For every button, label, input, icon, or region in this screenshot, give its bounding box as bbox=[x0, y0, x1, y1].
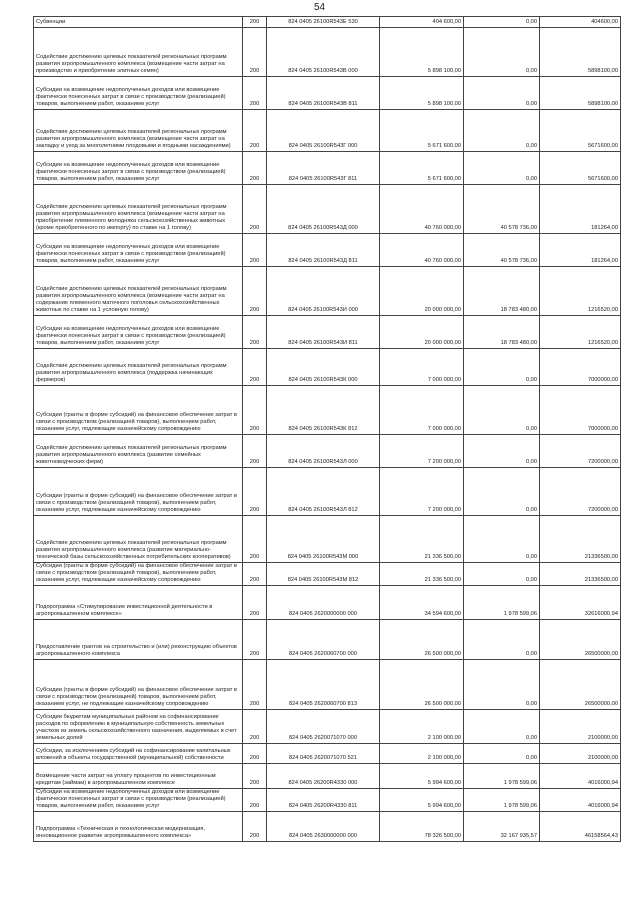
cell-unexecuted: 404600,00 bbox=[540, 17, 621, 28]
cell-unexecuted: 7000000,00 bbox=[540, 386, 621, 435]
cell-approved: 404 600,00 bbox=[380, 17, 464, 28]
cell-name: Подпрограмма «Техническая и технологическая модернизация, инновационное развитие агропромышленного комплекса» bbox=[34, 812, 243, 842]
cell-unexecuted: 1216520,00 bbox=[540, 267, 621, 316]
cell-budget-class: 824 0405 26100R543В 811 bbox=[267, 77, 380, 110]
cell-budget-class: 824 0405 26100R543Г 000 bbox=[267, 110, 380, 152]
cell-name: Субсидии (гранты в форме субсидий) на финансовое обеспечение затрат в связи с производством (реализацией товаров), выполнением работ, оказанием услуг, подлежащие казначейскому сопровождению bbox=[34, 386, 243, 435]
table-row bbox=[34, 349, 621, 386]
cell-unexecuted: 2100000,00 bbox=[540, 744, 621, 764]
cell-name: Возмещение части затрат на уплату процентов по инвестиционным кредитам (займам) в агропромышленном комплексе bbox=[34, 764, 243, 789]
cell-name: Содействие достижению целевых показателей региональных программ развития агропромышленного комплекса (развитие семейных животноводческих ферм) bbox=[34, 435, 243, 468]
cell-line-code: 200 bbox=[243, 349, 267, 386]
cell-approved: 21 336 500,00 bbox=[380, 516, 464, 563]
cell-executed: 40 578 736,00 bbox=[464, 185, 540, 234]
cell-executed: 0,00 bbox=[464, 516, 540, 563]
cell-approved: 26 500 000,00 bbox=[380, 660, 464, 710]
cell-line-code: 200 bbox=[243, 77, 267, 110]
cell-executed: 0,00 bbox=[464, 28, 540, 77]
cell-budget-class: 824 0405 26100R543Д 000 bbox=[267, 185, 380, 234]
table-row bbox=[34, 812, 621, 842]
cell-budget-class: 824 0405 26100R543М 000 bbox=[267, 516, 380, 563]
table-row bbox=[34, 28, 621, 77]
table-row bbox=[34, 110, 621, 152]
cell-approved: 5 994 600,00 bbox=[380, 789, 464, 812]
cell-unexecuted: 5898100,00 bbox=[540, 28, 621, 77]
table-row bbox=[34, 744, 621, 764]
cell-unexecuted: 26500000,00 bbox=[540, 660, 621, 710]
cell-unexecuted: 4016000,94 bbox=[540, 789, 621, 812]
cell-budget-class: 824 0405 26100R543И 811 bbox=[267, 316, 380, 349]
table-row bbox=[34, 17, 621, 28]
cell-unexecuted: 181264,00 bbox=[540, 185, 621, 234]
cell-approved: 20 000 000,00 bbox=[380, 267, 464, 316]
cell-line-code: 200 bbox=[243, 516, 267, 563]
cell-budget-class: 824 0405 2630000000 000 bbox=[267, 812, 380, 842]
cell-approved: 21 336 500,00 bbox=[380, 563, 464, 586]
cell-unexecuted: 1216520,00 bbox=[540, 316, 621, 349]
cell-approved: 78 326 500,00 bbox=[380, 812, 464, 842]
cell-executed: 0,00 bbox=[464, 435, 540, 468]
cell-approved: 34 594 600,00 bbox=[380, 586, 464, 620]
cell-name: Субсидии, за исключением субсидий на софинансирование капитальных вложений в объекты государственной (муниципальной) собственности bbox=[34, 744, 243, 764]
cell-line-code: 200 bbox=[243, 435, 267, 468]
cell-unexecuted: 7200000,00 bbox=[540, 468, 621, 516]
cell-approved: 40 760 000,00 bbox=[380, 234, 464, 267]
cell-executed: 0,00 bbox=[464, 110, 540, 152]
cell-name: Субсидии (гранты в форме субсидий) на финансовое обеспечение затрат в связи с производством (реализацией) товаров, выполнением работ, оказанием услуг, не подлежащие казначейскому сопровождению bbox=[34, 660, 243, 710]
cell-executed: 40 578 736,00 bbox=[464, 234, 540, 267]
cell-budget-class: 824 0405 26100R543В 000 bbox=[267, 28, 380, 77]
table-row bbox=[34, 789, 621, 812]
table-row bbox=[34, 468, 621, 516]
budget-table bbox=[33, 16, 621, 842]
cell-name: Содействие достижению целевых показателей региональных программ развития агропромышленного комплекса (развитие материально-технической базы сельскохозяйственных потребительских кооперативов) bbox=[34, 516, 243, 563]
cell-approved: 5 671 600,00 bbox=[380, 152, 464, 185]
cell-budget-class: 824 0405 26100R543Л 000 bbox=[267, 435, 380, 468]
table-row bbox=[34, 267, 621, 316]
cell-name: Содействие достижению целевых показателей региональных программ развития агропромышленного комплекса (возмещение части затрат на производство и приобретение элитных семян) bbox=[34, 28, 243, 77]
cell-executed: 18 783 480,00 bbox=[464, 267, 540, 316]
cell-unexecuted: 26500000,00 bbox=[540, 620, 621, 660]
cell-executed: 18 783 480,00 bbox=[464, 316, 540, 349]
cell-budget-class: 824 0405 2620060700 813 bbox=[267, 660, 380, 710]
cell-unexecuted: 32616000,94 bbox=[540, 586, 621, 620]
cell-line-code: 200 bbox=[243, 620, 267, 660]
cell-approved: 40 760 000,00 bbox=[380, 185, 464, 234]
cell-line-code: 200 bbox=[243, 563, 267, 586]
cell-executed: 0,00 bbox=[464, 386, 540, 435]
cell-line-code: 200 bbox=[243, 267, 267, 316]
cell-line-code: 200 bbox=[243, 152, 267, 185]
cell-line-code: 200 bbox=[243, 28, 267, 77]
cell-name: Субсидии на возмещение недополученных доходов или возмещение фактически понесенных затрат в связи с производством (реализацией) товаров, выполнением работ, оказанием услуг bbox=[34, 152, 243, 185]
cell-executed: 1 978 599,06 bbox=[464, 789, 540, 812]
cell-budget-class: 824 0405 26100R543Е 530 bbox=[267, 17, 380, 28]
cell-line-code: 200 bbox=[243, 185, 267, 234]
cell-budget-class: 824 0405 2620060700 000 bbox=[267, 620, 380, 660]
cell-budget-class: 824 0405 26100R543Д 811 bbox=[267, 234, 380, 267]
cell-unexecuted: 5671600,00 bbox=[540, 152, 621, 185]
cell-executed: 32 167 935,57 bbox=[464, 812, 540, 842]
cell-budget-class: 824 0405 2620071070 521 bbox=[267, 744, 380, 764]
cell-approved: 5 898 100,00 bbox=[380, 77, 464, 110]
cell-budget-class: 824 0405 26100R543М 812 bbox=[267, 563, 380, 586]
cell-budget-class: 824 0405 2620000000 000 bbox=[267, 586, 380, 620]
cell-executed: 1 978 599,06 bbox=[464, 586, 540, 620]
table-body bbox=[34, 17, 621, 842]
cell-name: Субвенции bbox=[34, 17, 243, 28]
cell-line-code: 200 bbox=[243, 234, 267, 267]
table-row bbox=[34, 386, 621, 435]
cell-name: Содействие достижению целевых показателей региональных программ развития агропромышленного комплекса (поддержка начинающих фермеров) bbox=[34, 349, 243, 386]
cell-name: Субсидии (гранты в форме субсидий) на финансовое обеспечение затрат в связи с производством (реализацией товаров), выполнением работ, оказанием услуг, подлежащие казначейскому сопровождению bbox=[34, 468, 243, 516]
cell-budget-class: 824 0405 26100R543И 000 bbox=[267, 267, 380, 316]
cell-approved: 5 994 600,00 bbox=[380, 764, 464, 789]
cell-line-code: 200 bbox=[243, 110, 267, 152]
cell-unexecuted: 7000000,00 bbox=[540, 349, 621, 386]
cell-executed: 0,00 bbox=[464, 710, 540, 744]
table-row bbox=[34, 185, 621, 234]
cell-name: Субсидии на возмещение недополученных доходов или возмещение фактически понесенных затрат в связи с производством (реализацией) товаров, выполнением работ, оказанием услуг bbox=[34, 316, 243, 349]
cell-name: Субсидии (гранты в форме субсидий) на финансовое обеспечение затрат в связи с производством (реализацией товаров), выполнением работ, оказанием услуг, подлежащие казначейскому сопровождению bbox=[34, 563, 243, 586]
cell-approved: 5 671 600,00 bbox=[380, 110, 464, 152]
cell-name: Содействие достижению целевых показателей региональных программ развития агропромышленного комплекса (возмещение части затрат на закладку и уход за многолетними плодовыми и ягодными насаждениями) bbox=[34, 110, 243, 152]
cell-executed: 0,00 bbox=[464, 152, 540, 185]
cell-unexecuted: 7200000,00 bbox=[540, 435, 621, 468]
cell-line-code: 200 bbox=[243, 17, 267, 28]
cell-executed: 0,00 bbox=[464, 620, 540, 660]
cell-name: Субсидии на возмещение недополученных доходов или возмещение фактически понесенных затрат в связи с производством (реализацией) товаров, выполнением работ, оказанием услуг bbox=[34, 77, 243, 110]
cell-name: Субсидии на возмещение недополученных доходов или возмещение фактически понесенных затрат в связи с производством (реализацией) товаров, выполнением работ, оказанием услуг bbox=[34, 789, 243, 812]
cell-name: Содействие достижению целевых показателей региональных программ развития агропромышленного комплекса (возмещение части затрат на приобретение племенного молодняка сельскохозяйственных животных (кроме приобретенного по импорту) по ставке на 1 голову) bbox=[34, 185, 243, 234]
cell-approved: 2 100 000,00 bbox=[380, 744, 464, 764]
cell-executed: 0,00 bbox=[464, 468, 540, 516]
cell-executed: 1 978 599,06 bbox=[464, 764, 540, 789]
cell-line-code: 200 bbox=[243, 710, 267, 744]
cell-budget-class: 824 0405 26200R4330 000 bbox=[267, 764, 380, 789]
cell-executed: 0,00 bbox=[464, 349, 540, 386]
cell-approved: 5 898 100,00 bbox=[380, 28, 464, 77]
table-row bbox=[34, 234, 621, 267]
cell-budget-class: 824 0405 26100R543Л 812 bbox=[267, 468, 380, 516]
cell-unexecuted: 21336500,00 bbox=[540, 563, 621, 586]
cell-line-code: 200 bbox=[243, 812, 267, 842]
cell-line-code: 200 bbox=[243, 386, 267, 435]
cell-budget-class: 824 0405 26100R543К 812 bbox=[267, 386, 380, 435]
cell-executed: 0,00 bbox=[464, 17, 540, 28]
cell-approved: 7 000 000,00 bbox=[380, 386, 464, 435]
cell-approved: 20 000 000,00 bbox=[380, 316, 464, 349]
cell-approved: 26 500 000,00 bbox=[380, 620, 464, 660]
cell-name: Предоставление грантов на строительство и (или) реконструкцию объектов агропромышленного комплекса bbox=[34, 620, 243, 660]
page-number: 54 bbox=[313, 2, 326, 13]
cell-budget-class: 824 0405 26100R543Г 811 bbox=[267, 152, 380, 185]
cell-line-code: 200 bbox=[243, 468, 267, 516]
cell-unexecuted: 5898100,00 bbox=[540, 77, 621, 110]
cell-approved: 2 100 000,00 bbox=[380, 710, 464, 744]
cell-approved: 7 200 000,00 bbox=[380, 468, 464, 516]
cell-approved: 7 000 000,00 bbox=[380, 349, 464, 386]
cell-executed: 0,00 bbox=[464, 563, 540, 586]
cell-line-code: 200 bbox=[243, 586, 267, 620]
cell-unexecuted: 181264,00 bbox=[540, 234, 621, 267]
cell-line-code: 200 bbox=[243, 316, 267, 349]
table-row bbox=[34, 563, 621, 586]
cell-executed: 0,00 bbox=[464, 77, 540, 110]
table-row bbox=[34, 152, 621, 185]
cell-approved: 7 200 000,00 bbox=[380, 435, 464, 468]
table-row bbox=[34, 77, 621, 110]
cell-line-code: 200 bbox=[243, 744, 267, 764]
cell-line-code: 200 bbox=[243, 660, 267, 710]
cell-name: Содействие достижению целевых показателей региональных программ развития агропромышленного комплекса (возмещение части затрат на содержание племенного маточного поголовья сельскохозяйственных животных по ставке на 1 условную голову) bbox=[34, 267, 243, 316]
cell-name: Субсидии бюджетам муниципальных районов на софинансирование расходов по оформлению в муниципальную собственность земельных участков из земель сельскохозяйственного назначения, выделяемых в счет земельных долей bbox=[34, 710, 243, 744]
table-row bbox=[34, 586, 621, 620]
table-row bbox=[34, 516, 621, 563]
cell-unexecuted: 21336500,00 bbox=[540, 516, 621, 563]
table-row bbox=[34, 710, 621, 744]
table-row bbox=[34, 764, 621, 789]
cell-budget-class: 824 0405 26100R543К 000 bbox=[267, 349, 380, 386]
cell-budget-class: 824 0405 2620071070 000 bbox=[267, 710, 380, 744]
cell-name: Подпрограмма «Стимулирование инвестиционной деятельности в агропромышленном комплексе» bbox=[34, 586, 243, 620]
cell-executed: 0,00 bbox=[464, 660, 540, 710]
cell-name: Субсидии на возмещение недополученных доходов или возмещение фактически понесенных затрат в связи с производством (реализацией) товаров, выполнением работ, оказанием услуг bbox=[34, 234, 243, 267]
table-row bbox=[34, 620, 621, 660]
table-row bbox=[34, 435, 621, 468]
cell-executed: 0,00 bbox=[464, 744, 540, 764]
table-row bbox=[34, 660, 621, 710]
cell-budget-class: 824 0405 26200R4330 811 bbox=[267, 789, 380, 812]
cell-unexecuted: 4016000,94 bbox=[540, 764, 621, 789]
cell-unexecuted: 5671600,00 bbox=[540, 110, 621, 152]
cell-line-code: 200 bbox=[243, 789, 267, 812]
table-row bbox=[34, 316, 621, 349]
cell-unexecuted: 46158564,43 bbox=[540, 812, 621, 842]
cell-line-code: 200 bbox=[243, 764, 267, 789]
cell-unexecuted: 2100000,00 bbox=[540, 710, 621, 744]
